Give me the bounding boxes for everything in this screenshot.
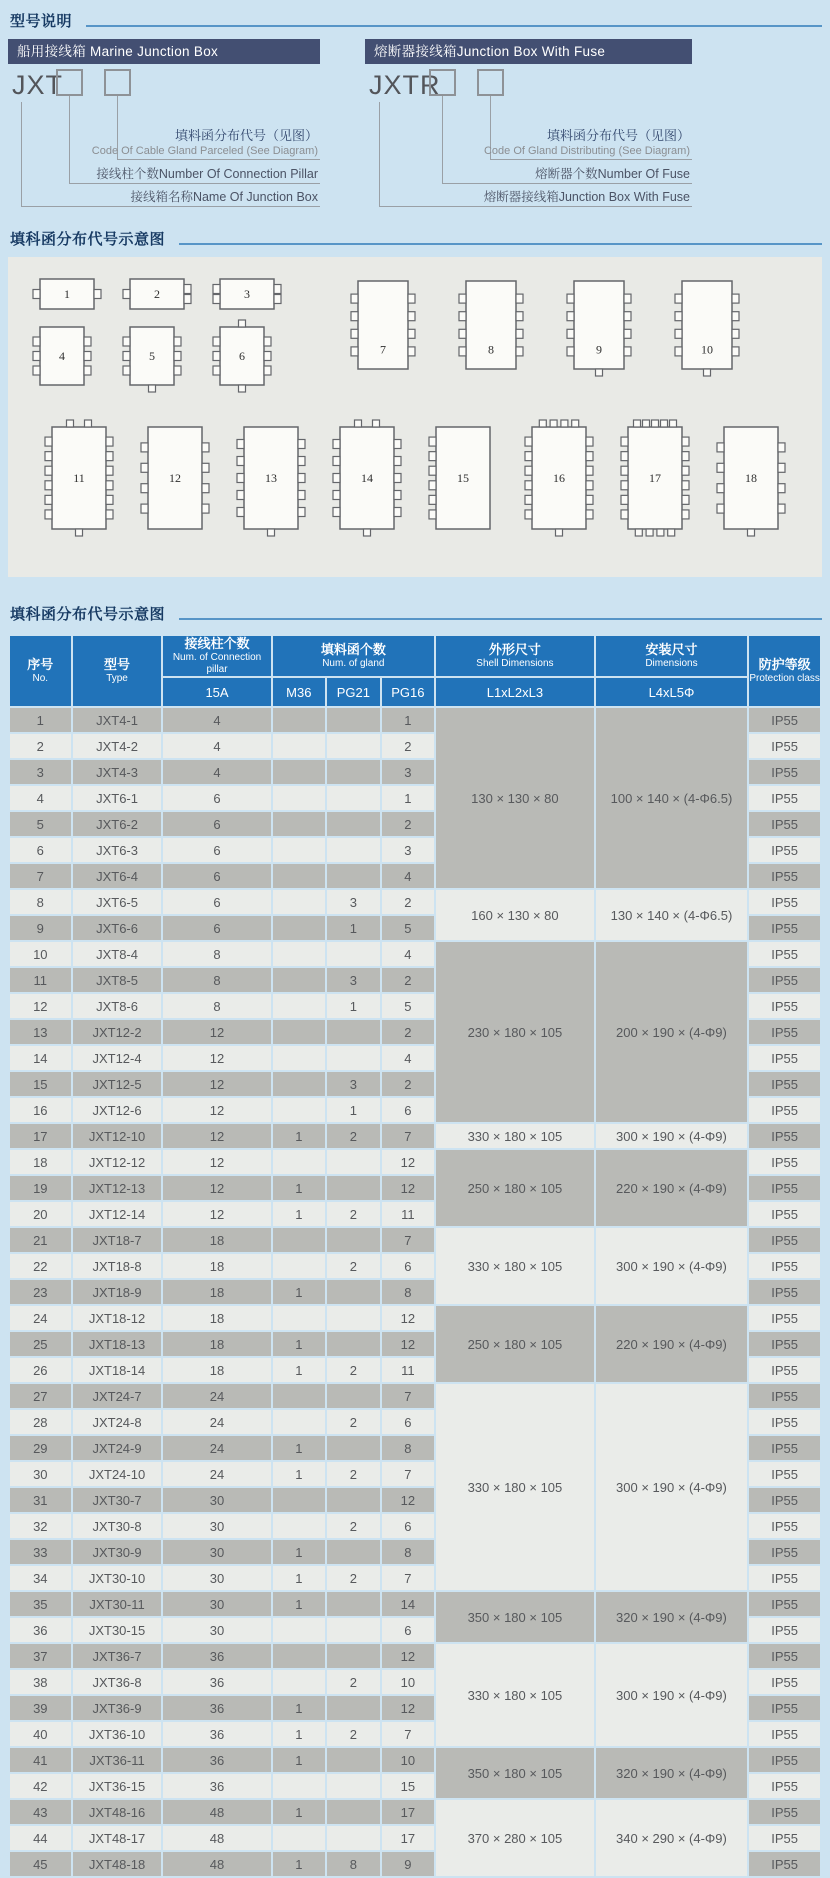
table-row: 7 JXT6-4 6 4 IP55 bbox=[10, 864, 820, 888]
svg-text:7: 7 bbox=[380, 342, 386, 357]
table-row: 39 JXT36-9 36 1 12 IP55 bbox=[10, 1696, 820, 1720]
spec-table bbox=[8, 634, 822, 1878]
gland-diagram-8 bbox=[458, 273, 524, 377]
table-row: 5 JXT6-2 6 2 IP55 bbox=[10, 812, 820, 836]
table-row: 30 JXT24-10 24 1 2 7 IP55 bbox=[10, 1462, 820, 1486]
box-name-label: 接线箱名称Name Of Junction Box bbox=[130, 190, 318, 204]
svg-text:3: 3 bbox=[244, 287, 250, 301]
gland-diagram-16 bbox=[524, 419, 594, 537]
gland-code-label: 填料函分布代号（见图） Code Of Gland Distributing (See Diagram) bbox=[483, 128, 690, 157]
mount-dimension-cell: 300 × 190 × (4-Φ9) bbox=[596, 1124, 748, 1148]
col-header: L4xL5Φ bbox=[596, 678, 748, 706]
shell-dimension-cell: 350 × 180 × 105 bbox=[436, 1592, 594, 1642]
mount-dimension-cell: 320 × 190 × (4-Φ9) bbox=[596, 1592, 748, 1642]
shell-dimension-cell: 330 × 180 × 105 bbox=[436, 1384, 594, 1590]
table-row: 29 JXT24-9 24 1 8 IP55 bbox=[10, 1436, 820, 1460]
table-row: 40 JXT36-10 36 1 2 7 IP55 bbox=[10, 1722, 820, 1746]
mount-dimension-cell: 320 × 190 × (4-Φ9) bbox=[596, 1748, 748, 1798]
shell-dimension-cell: 330 × 180 × 105 bbox=[436, 1228, 594, 1304]
table-row: 27 JXT24-7 24 7 330 × 180 × 105 300 × 190 × (4-Φ9) IP55 bbox=[10, 1384, 820, 1408]
shell-dimension-cell: 230 × 180 × 105 bbox=[436, 942, 594, 1122]
table-row: 2 JXT4-2 4 2 IP55 bbox=[10, 734, 820, 758]
table-row: 38 JXT36-8 36 2 10 IP55 bbox=[10, 1670, 820, 1694]
model-section-title: 型号说明 bbox=[10, 13, 73, 30]
gland-diagram-2 bbox=[122, 271, 212, 317]
svg-text:10: 10 bbox=[701, 342, 713, 357]
mount-dimension-cell: 340 × 290 × (4-Φ9) bbox=[596, 1800, 748, 1876]
gland-diagram-14 bbox=[332, 419, 402, 537]
col-header: PG21 bbox=[327, 678, 380, 706]
table-row: 14 JXT12-4 12 4 IP55 bbox=[10, 1046, 820, 1070]
gland-diagram-7 bbox=[350, 273, 416, 377]
svg-text:17: 17 bbox=[649, 471, 661, 485]
gland-diagram-5 bbox=[122, 319, 212, 393]
table-row: 28 JXT24-8 24 2 6 IP55 bbox=[10, 1410, 820, 1434]
svg-text:18: 18 bbox=[745, 471, 757, 485]
col-header: 防护等级 Protection class bbox=[749, 636, 820, 706]
svg-text:11: 11 bbox=[73, 471, 85, 485]
table-row: 4 JXT6-1 6 1 IP55 bbox=[10, 786, 820, 810]
diagram-band2 bbox=[44, 419, 822, 537]
table-row: 11 JXT8-5 8 3 2 IP55 bbox=[10, 968, 820, 992]
model-section-header bbox=[10, 10, 822, 31]
table-row: 21 JXT18-7 18 7 330 × 180 × 105 300 × 190 × (4-Φ9) IP55 bbox=[10, 1228, 820, 1252]
mount-dimension-cell: 220 × 190 × (4-Φ9) bbox=[596, 1150, 748, 1226]
fuse-code-diagram bbox=[365, 64, 692, 214]
code-box-1 bbox=[429, 69, 456, 96]
svg-text:12: 12 bbox=[169, 471, 181, 485]
table-row: 13 JXT12-2 12 2 IP55 bbox=[10, 1020, 820, 1044]
col-header: 型号 Type bbox=[73, 636, 162, 706]
gland-diagram-11 bbox=[44, 419, 114, 537]
svg-text:14: 14 bbox=[361, 471, 373, 485]
gland-diagram-17 bbox=[620, 419, 690, 537]
mount-dimension-cell: 100 × 140 × (4-Φ6.5) bbox=[596, 708, 748, 888]
mount-dimension-cell: 130 × 140 × (4-Φ6.5) bbox=[596, 890, 748, 940]
col-header: 接线柱个数 Num. of Connection pillar bbox=[163, 636, 270, 676]
shell-dimension-cell: 370 × 280 × 105 bbox=[436, 1800, 594, 1876]
code-box-1 bbox=[56, 69, 83, 96]
table-section-title: 填科函分布代号示意图 bbox=[10, 606, 166, 623]
mount-dimension-cell: 300 × 190 × (4-Φ9) bbox=[596, 1384, 748, 1590]
table-row: 26 JXT18-14 18 1 2 11 IP55 bbox=[10, 1358, 820, 1382]
svg-text:6: 6 bbox=[239, 349, 245, 363]
title-rule bbox=[179, 618, 822, 620]
col-header: 填料函个数 Num. of gland bbox=[273, 636, 435, 676]
gland-diagram-12 bbox=[140, 419, 210, 537]
shell-dimension-cell: 250 × 180 × 105 bbox=[436, 1150, 594, 1226]
table-row: 10 JXT8-4 8 4 230 × 180 × 105 200 × 190 × (4-Φ9) IP55 bbox=[10, 942, 820, 966]
table-row: 9 JXT6-6 6 1 5 IP55 bbox=[10, 916, 820, 940]
table-row: 3 JXT4-3 4 3 IP55 bbox=[10, 760, 820, 784]
mount-dimension-cell: 200 × 190 × (4-Φ9) bbox=[596, 942, 748, 1122]
col-header: 15A bbox=[163, 678, 270, 706]
spec-table-body bbox=[10, 708, 820, 1876]
spec-table-head bbox=[10, 636, 820, 706]
col-header: L1xL2xL3 bbox=[436, 678, 594, 706]
marine-banner: 船用接线箱 Marine Junction Box bbox=[8, 39, 320, 64]
gland-code-label: 填料函分布代号（见图） Code Of Cable Gland Parceled (See Diagram) bbox=[91, 128, 318, 157]
gland-diagram-18 bbox=[716, 419, 786, 537]
gland-diagram-6 bbox=[212, 319, 302, 393]
table-row: 41 JXT36-11 36 1 10 350 × 180 × 105 320 × 190 × (4-Φ9) IP55 bbox=[10, 1748, 820, 1772]
diagram-tall-row bbox=[350, 273, 740, 377]
fuse-box-name-label: 熔断器接线箱Junction Box With Fuse bbox=[483, 190, 690, 204]
code-box-2 bbox=[104, 69, 131, 96]
fuse-count-label: 熔断器个数Number Of Fuse bbox=[535, 167, 690, 181]
table-row: 20 JXT12-14 12 1 2 11 IP55 bbox=[10, 1202, 820, 1226]
model-code-jxt: JXT bbox=[12, 70, 64, 100]
diagram-cluster bbox=[32, 271, 302, 393]
gland-diagram-13 bbox=[236, 419, 306, 537]
table-row: 15 JXT12-5 12 3 2 IP55 bbox=[10, 1072, 820, 1096]
fuse-banner: 熔断器接线箱Junction Box With Fuse bbox=[365, 39, 692, 64]
table-row: 33 JXT30-9 30 1 8 IP55 bbox=[10, 1540, 820, 1564]
title-rule bbox=[179, 243, 822, 245]
shell-dimension-cell: 250 × 180 × 105 bbox=[436, 1306, 594, 1382]
table-row: 1 JXT4-1 4 1 130 × 130 × 80 100 × 140 × (4-Φ6.5) IP55 bbox=[10, 708, 820, 732]
connector-line bbox=[379, 102, 692, 207]
table-row: 24 JXT18-12 18 12 250 × 180 × 105 220 × 190 × (4-Φ9) IP55 bbox=[10, 1306, 820, 1330]
shell-dimension-cell: 350 × 180 × 105 bbox=[436, 1748, 594, 1798]
gland-diagram-15 bbox=[428, 419, 498, 537]
gland-diagram-10 bbox=[674, 273, 740, 377]
table-row: 36 JXT30-15 30 6 IP55 bbox=[10, 1618, 820, 1642]
table-row: 35 JXT30-11 30 1 14 350 × 180 × 105 320 × 190 × (4-Φ9) IP55 bbox=[10, 1592, 820, 1616]
table-row: 44 JXT48-17 48 17 IP55 bbox=[10, 1826, 820, 1850]
table-row: 19 JXT12-13 12 1 12 IP55 bbox=[10, 1176, 820, 1200]
model-diagram-marine bbox=[8, 39, 320, 214]
table-row: 43 JXT48-16 48 1 17 370 × 280 × 105 340 × 290 × (4-Φ9) IP55 bbox=[10, 1800, 820, 1824]
gland-diagram-9 bbox=[566, 273, 632, 377]
shell-dimension-cell: 330 × 180 × 105 bbox=[436, 1644, 594, 1746]
table-row: 42 JXT36-15 36 15 IP55 bbox=[10, 1774, 820, 1798]
svg-text:15: 15 bbox=[457, 471, 469, 485]
shell-dimension-cell: 330 × 180 × 105 bbox=[436, 1124, 594, 1148]
pillar-count-label: 接线柱个数Number Of Connection Pillar bbox=[96, 167, 318, 181]
gland-diagram-4 bbox=[32, 319, 122, 393]
svg-text:5: 5 bbox=[149, 349, 155, 363]
diagram-band1 bbox=[8, 271, 822, 393]
col-header: 安装尺寸 Dimensions bbox=[596, 636, 748, 676]
mount-dimension-cell: 300 × 190 × (4-Φ9) bbox=[596, 1644, 748, 1746]
connector-line bbox=[21, 102, 320, 207]
shell-dimension-cell: 130 × 130 × 80 bbox=[436, 708, 594, 888]
gland-diagram-1 bbox=[32, 271, 122, 317]
svg-text:4: 4 bbox=[59, 349, 65, 363]
table-row: 8 JXT6-5 6 3 2 160 × 130 × 80 130 × 140 × (4-Φ6.5) IP55 bbox=[10, 890, 820, 914]
shell-dimension-cell: 160 × 130 × 80 bbox=[436, 890, 594, 940]
table-section-header bbox=[10, 603, 822, 624]
col-header: PG16 bbox=[382, 678, 435, 706]
table-row: 18 JXT12-12 12 12 250 × 180 × 105 220 × 190 × (4-Φ9) IP55 bbox=[10, 1150, 820, 1174]
gland-diagram-panel bbox=[8, 257, 822, 577]
svg-text:1: 1 bbox=[64, 287, 70, 301]
mount-dimension-cell: 220 × 190 × (4-Φ9) bbox=[596, 1306, 748, 1382]
table-row: 34 JXT30-10 30 1 2 7 IP55 bbox=[10, 1566, 820, 1590]
table-row: 37 JXT36-7 36 12 330 × 180 × 105 300 × 190 × (4-Φ9) IP55 bbox=[10, 1644, 820, 1668]
model-diagram-fuse bbox=[365, 39, 692, 214]
marine-code-diagram bbox=[8, 64, 320, 214]
table-row: 45 JXT48-18 48 1 8 9 IP55 bbox=[10, 1852, 820, 1876]
table-row: 22 JXT18-8 18 2 6 IP55 bbox=[10, 1254, 820, 1278]
table-row: 25 JXT18-13 18 1 12 IP55 bbox=[10, 1332, 820, 1356]
code-box-2 bbox=[477, 69, 504, 96]
gland-diagram-3 bbox=[212, 271, 302, 317]
model-diagram-row bbox=[8, 39, 822, 214]
svg-text:8: 8 bbox=[488, 342, 494, 357]
col-header: 外形尺寸 Shell Dimensions bbox=[436, 636, 594, 676]
svg-text:16: 16 bbox=[553, 471, 565, 485]
svg-text:2: 2 bbox=[154, 287, 160, 301]
mount-dimension-cell: 300 × 190 × (4-Φ9) bbox=[596, 1228, 748, 1304]
table-row: 31 JXT30-7 30 12 IP55 bbox=[10, 1488, 820, 1512]
table-row: 6 JXT6-3 6 3 IP55 bbox=[10, 838, 820, 862]
gland-section-title: 填科函分布代号示意图 bbox=[10, 231, 166, 248]
table-row: 17 JXT12-10 12 1 2 7 330 × 180 × 105 300 × 190 × (4-Φ9) IP55 bbox=[10, 1124, 820, 1148]
svg-text:9: 9 bbox=[596, 342, 602, 357]
table-row: 12 JXT8-6 8 1 5 IP55 bbox=[10, 994, 820, 1018]
table-row: 23 JXT18-9 18 1 8 IP55 bbox=[10, 1280, 820, 1304]
table-row: 16 JXT12-6 12 1 6 IP55 bbox=[10, 1098, 820, 1122]
gland-section-header bbox=[10, 228, 822, 249]
title-rule bbox=[86, 25, 822, 27]
col-header: 序号 No. bbox=[10, 636, 71, 706]
svg-text:13: 13 bbox=[265, 471, 277, 485]
col-header: M36 bbox=[273, 678, 326, 706]
table-row: 32 JXT30-8 30 2 6 IP55 bbox=[10, 1514, 820, 1538]
model-code-jxtr: JXTR bbox=[369, 70, 441, 100]
